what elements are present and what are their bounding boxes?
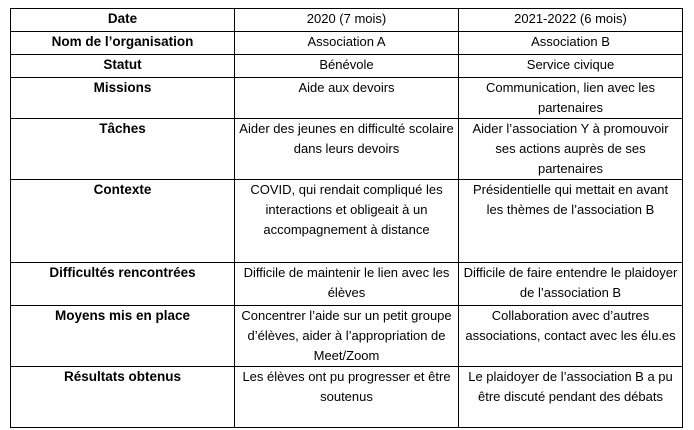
table-row-organisation bbox=[11, 32, 683, 55]
table-row-difficultes bbox=[11, 263, 683, 306]
cell-contexte-a: COVID, qui rendait compliqué les interactions et obligeait à un accompagnement à distance bbox=[235, 180, 459, 263]
row-header-taches: Tâches bbox=[11, 119, 235, 180]
cell-difficultes-a: Difficile de maintenir le lien avec les élèves bbox=[235, 263, 459, 306]
cell-missions-b: Communication, lien avec les partenaires bbox=[459, 78, 683, 119]
table-row-date bbox=[11, 9, 683, 32]
table-row-taches bbox=[11, 119, 683, 180]
cell-difficultes-b: Difficile de faire entendre le plaidoyer de l’association B bbox=[459, 263, 683, 306]
row-header-date: Date bbox=[11, 9, 235, 32]
table-row-contexte bbox=[11, 180, 683, 263]
cell-organisation-a: Association A bbox=[235, 32, 459, 55]
cell-organisation-b: Association B bbox=[459, 32, 683, 55]
row-header-moyens: Moyens mis en place bbox=[11, 306, 235, 367]
cell-taches-a: Aider des jeunes en difficulté scolaire dans leurs devoirs bbox=[235, 119, 459, 180]
table-row-moyens bbox=[11, 306, 683, 367]
row-header-organisation: Nom de l’organisation bbox=[11, 32, 235, 55]
cell-contexte-b: Présidentielle qui mettait en avant les thèmes de l’association B bbox=[459, 180, 683, 263]
row-header-contexte: Contexte bbox=[11, 180, 235, 263]
cell-statut-b: Service civique bbox=[459, 55, 683, 78]
cell-date-a: 2020 (7 mois) bbox=[235, 9, 459, 32]
row-header-statut: Statut bbox=[11, 55, 235, 78]
table-row-resultats bbox=[11, 367, 683, 428]
row-header-missions: Missions bbox=[11, 78, 235, 119]
row-header-resultats: Résultats obtenus bbox=[11, 367, 235, 428]
cell-missions-a: Aide aux devoirs bbox=[235, 78, 459, 119]
cell-taches-b: Aider l’association Y à promouvoir ses actions auprès de ses partenaires bbox=[459, 119, 683, 180]
table-row-statut bbox=[11, 55, 683, 78]
experience-table bbox=[10, 8, 683, 428]
cell-resultats-b: Le plaidoyer de l’association B a pu être discuté pendant des débats bbox=[459, 367, 683, 428]
row-header-difficultes: Difficultés rencontrées bbox=[11, 263, 235, 306]
cell-date-b: 2021-2022 (6 mois) bbox=[459, 9, 683, 32]
cell-moyens-a: Concentrer l’aide sur un petit groupe d’élèves, aider à l’appropriation de Meet/Zoom bbox=[235, 306, 459, 367]
cell-resultats-a: Les élèves ont pu progresser et être soutenus bbox=[235, 367, 459, 428]
table-row-missions bbox=[11, 78, 683, 119]
cell-moyens-b: Collaboration avec d’autres associations, contact avec les élu.es bbox=[459, 306, 683, 367]
cell-statut-a: Bénévole bbox=[235, 55, 459, 78]
